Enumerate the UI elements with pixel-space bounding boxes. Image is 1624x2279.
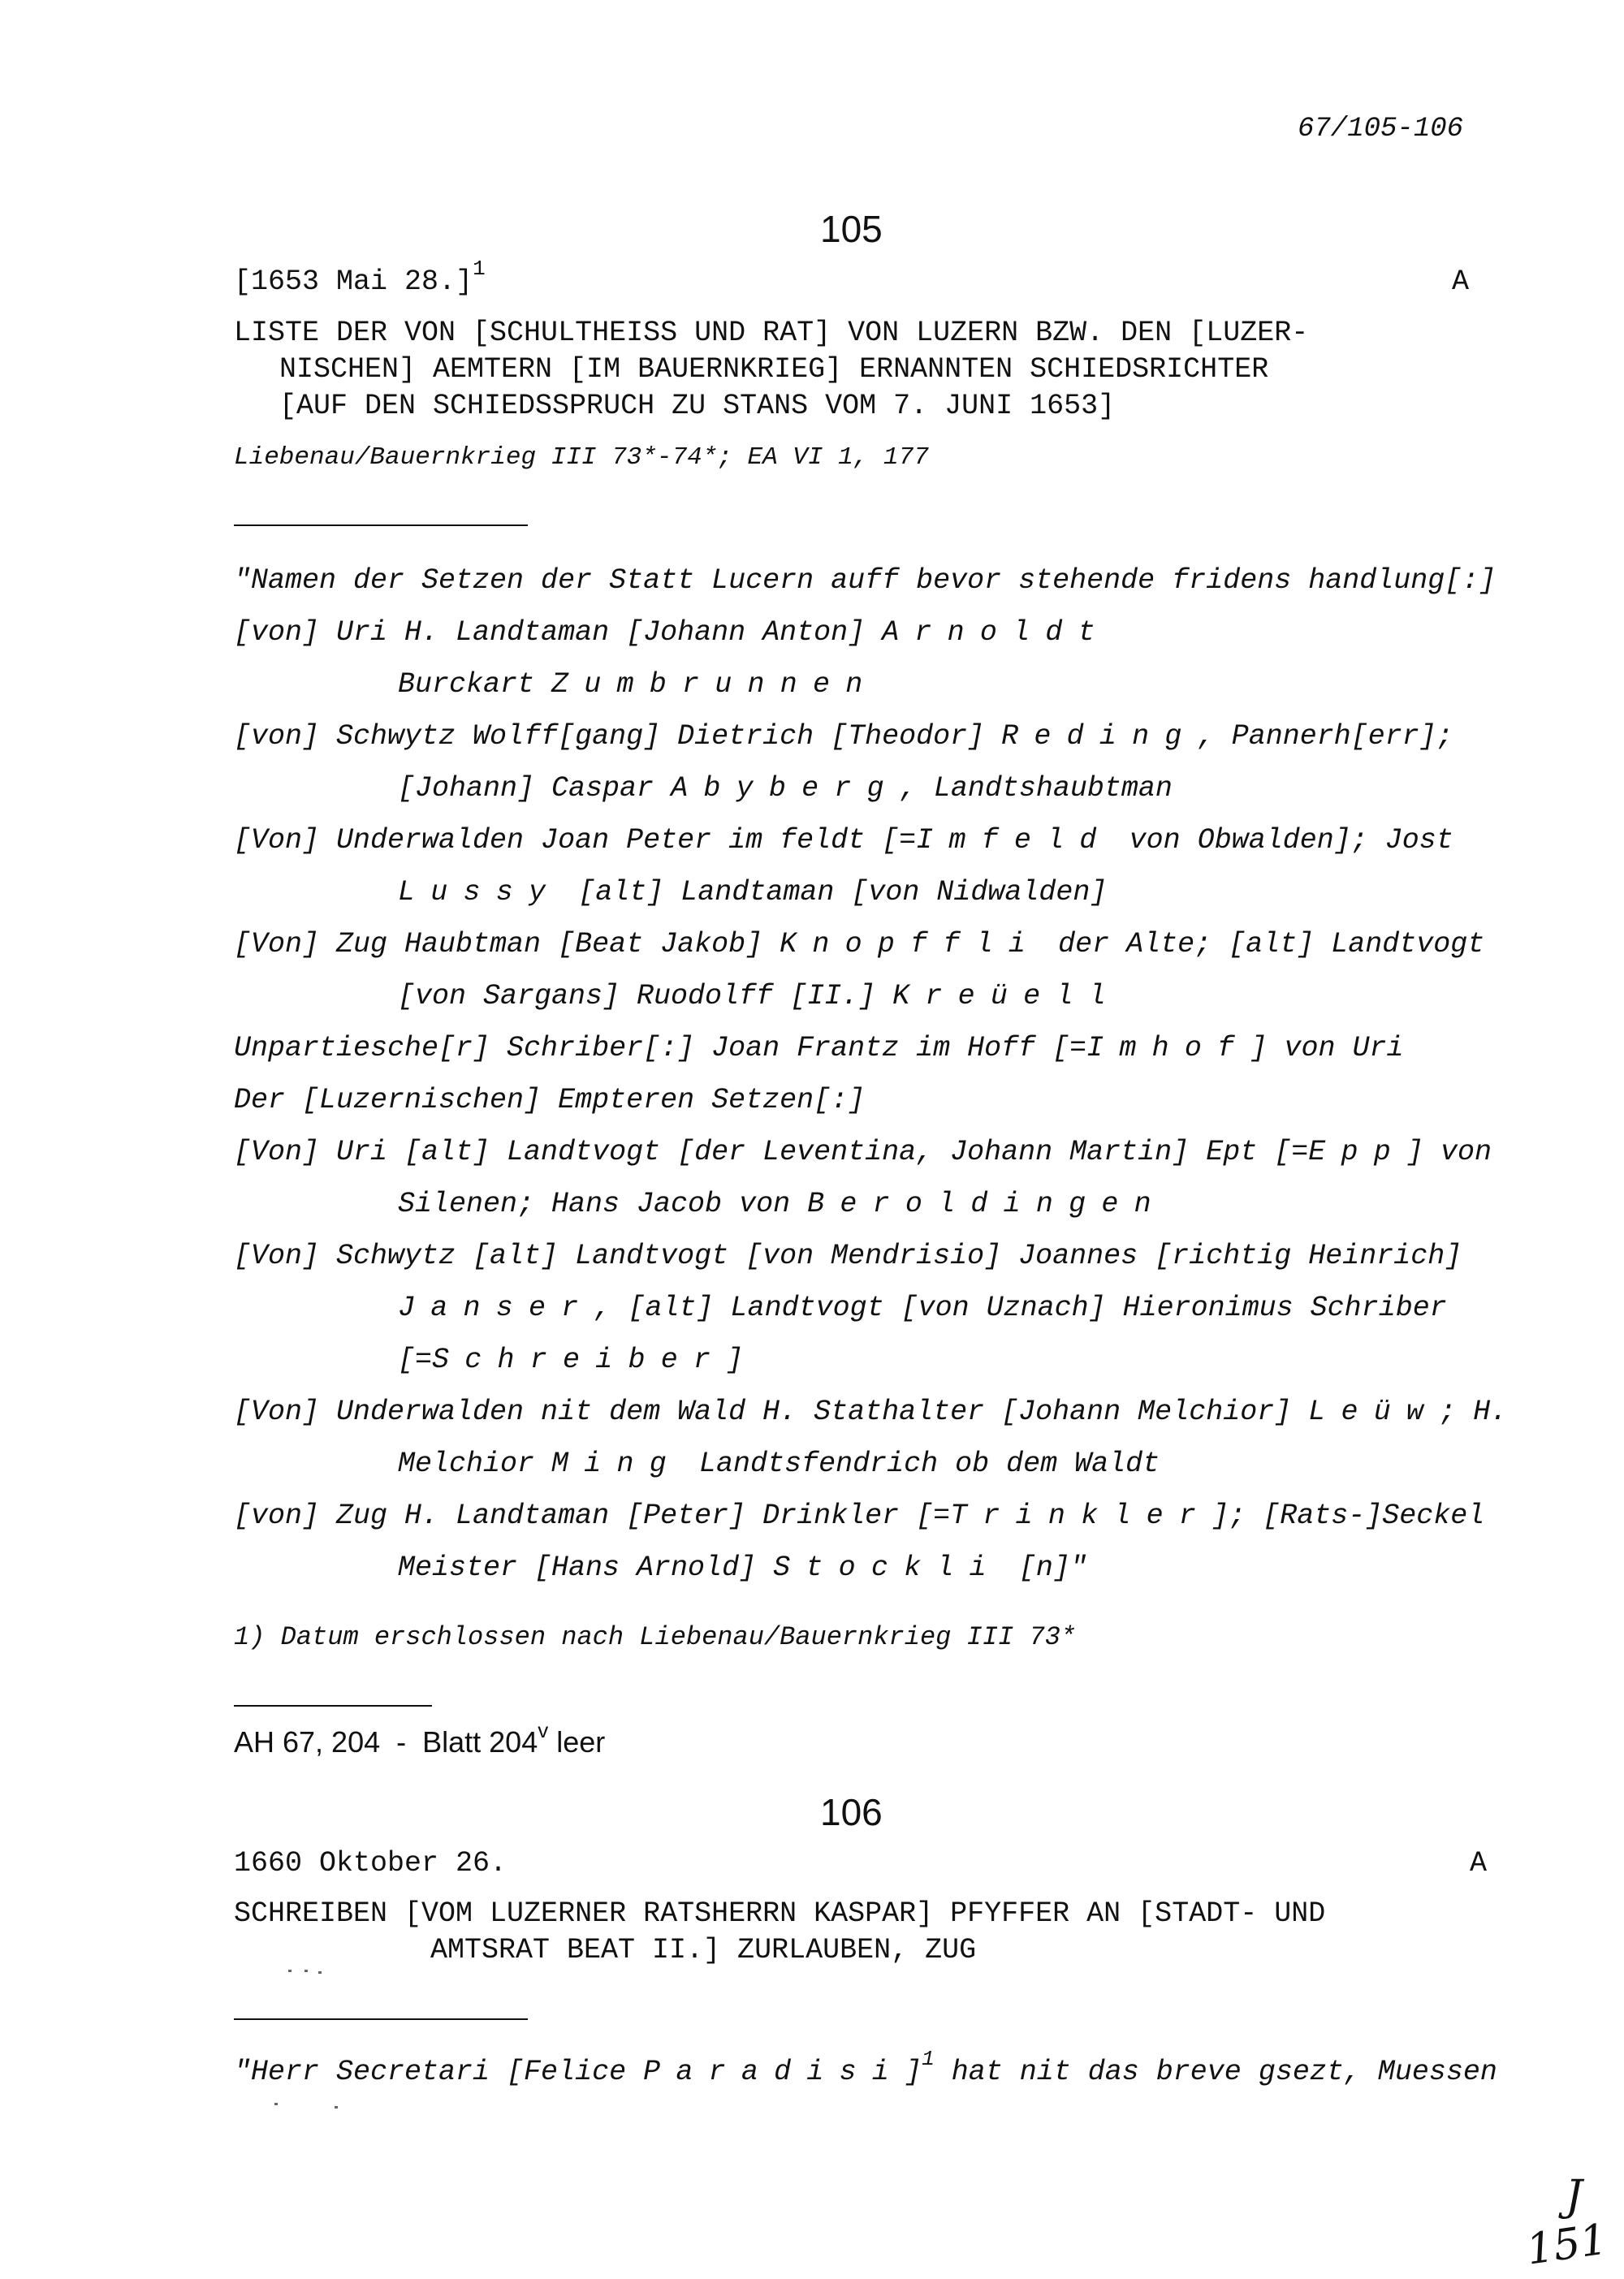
class-letter-106: A [1470,1847,1488,1880]
spaced-name: Reding [1001,720,1198,753]
text-line [398,1552,1087,1584]
spaced-name: Arnoldt [882,616,1111,649]
text-line [234,928,1484,960]
text-pre: "Namen der Setzen der Statt Lucern auff bevor stehende fridens handlung[:] [234,564,1497,597]
spaced-name: Leüw [1308,1396,1440,1428]
text-pre: Der [Luzernischen] Empteren Setzen[:] [234,1084,866,1116]
text-pre: [von] Zug H. Landtaman [Peter] Drinkler [= [234,1500,951,1532]
spaced-name: Zumbrunnen [551,668,879,701]
text-line [398,1344,743,1376]
archive-verso-marker: v [538,1718,549,1742]
class-letter-105: A [1452,265,1470,298]
document-date-106: 1660 Oktober 26. [234,1847,508,1880]
title-line-1: LISTE DER VON [SCHULTHEISS UND RAT] VON LUZERN BZW. DEN [LUZER- [234,317,1309,349]
footnote-marker: 1 [922,2047,935,2071]
text-line [234,564,1496,597]
spaced-name: Lussy [398,876,562,909]
text-post: [alt] Landtaman [von Nidwalden] [561,876,1108,909]
spaced-name: Schreiber [432,1344,727,1376]
text-pre: [Von] Zug Haubtman [Beat Jakob] [234,928,780,960]
text-post: Landtsfendrich ob dem Waldt [682,1448,1160,1480]
scan-speck [288,1970,292,1972]
spaced-name: Imfeld [916,824,1112,857]
document-date-105 [234,257,486,298]
spaced-name: Ming [551,1448,683,1480]
text-post: ] von [1406,1136,1492,1168]
text-line [398,876,1107,909]
page-reference: 67/105-106 [1298,114,1464,145]
text-line [398,1292,1447,1324]
text-post: ] von Uri [1250,1032,1404,1064]
text-post: der Alte; [alt] Landtvogt [1041,928,1485,960]
separator-rule [234,524,528,526]
text-pre: [Von] Underwalden nit dem Wald H. Stathalter [Johann Melchior] [234,1396,1309,1428]
spaced-name: Janser [398,1292,594,1324]
text-line [398,980,1121,1012]
spaced-name: Kreüell [892,980,1121,1012]
handwritten-check-mark: J [1566,2172,1583,2221]
text-line [398,1188,1167,1220]
text-pre: Unpartiesche[r] Schriber[:] Joan Frantz im Hoff [= [234,1032,1087,1064]
text-pre: [Johann] Caspar [398,772,672,805]
text-pre: [von Sargans] Ruodolff [II.] [398,980,893,1012]
text-pre: Silenen; Hans Jacob von [398,1188,808,1220]
footnote: 1) Datum erschlossen nach Liebenau/Bauernkrieg III 73* [234,1622,1076,1652]
title-line-2: AMTSRAT BEAT II.] ZURLAUBEN, ZUG [430,1934,977,1966]
text-post: , [alt] Landtvogt [von Uznach] Hieronimus Schriber [594,1292,1447,1324]
text-pre: [= [398,1344,433,1376]
text-post: von Obwalden]; Jost [1112,824,1453,857]
text-line [234,1396,1507,1428]
text-line [234,824,1453,857]
spaced-name: Paradisi [643,2056,905,2088]
text-line-106 [234,2047,1497,2088]
text-line [398,668,879,701]
scan-speck [274,2103,278,2105]
separator-rule [234,1705,432,1707]
date-footnote-marker: 1 [473,257,486,281]
text-pre: [Von] Schwytz [alt] Landtvogt [von Mendrisio] Joannes [richtig Heinrich] [234,1240,1462,1272]
text-pre: "Herr Secretari [Felice [234,2056,644,2088]
handwritten-folio-number: 151 [1523,2215,1610,2275]
text-line [234,720,1453,753]
text-line [234,616,1111,649]
spaced-name: Abyberg [671,772,900,805]
text-post: [n]" [1001,1552,1087,1584]
scan-speck [318,1971,322,1974]
spaced-name: Stockli [773,1552,1002,1584]
text-pre: [von] Schwytz Wolff[gang] Dietrich [Theodor] [234,720,1002,753]
spaced-name: Imhof [1086,1032,1250,1064]
scan-speck [304,1970,308,1972]
spaced-name: Knopffli [780,928,1042,960]
text-pre: Burckart [398,668,552,701]
text-line [398,772,1173,805]
spaced-name: Beroldingen [807,1188,1167,1220]
text-pre: Melchior [398,1448,552,1480]
text-pre: [von] Uri H. Landtaman [Johann Anton] [234,616,883,649]
spaced-name: Epp [1308,1136,1406,1168]
date-text: [1653 Mai 28.] [234,265,473,298]
archive-ref-text: AH 67, 204 - Blatt 204 [234,1725,538,1759]
title-line-3: [AUF DEN SCHIEDSSPRUCH ZU STANS VOM 7. JUNI 1653] [279,390,1116,422]
text-pre: Meister [Hans Arnold] [398,1552,774,1584]
separator-rule [234,2018,528,2020]
text-pre: [Von] Uri [alt] Landtvogt [der Leventina, Johann Martin] Ept [= [234,1136,1309,1168]
document-number-106: 106 [820,1791,883,1833]
source-reference: Liebenau/Bauernkrieg III 73*-74*; EA VI 1, 177 [234,443,929,472]
text-line [234,1240,1462,1272]
text-line [234,1032,1403,1064]
spaced-name: Trinkler [950,1500,1212,1532]
title-line-1: SCHREIBEN [VOM LUZERNER RATSHERRN KASPAR] PFYFFER AN [STADT- UND [234,1897,1326,1930]
text-post: ] [726,1344,744,1376]
text-post: ]; [Rats-]Seckel [1212,1500,1485,1532]
text-line [234,1136,1492,1168]
archive-ref-suffix: leer [548,1725,606,1759]
text-post: , Landtshaubtman [899,772,1173,805]
archive-reference [234,1718,606,1759]
text-post: ] [905,2056,922,2088]
scan-speck [335,2106,338,2109]
text-line [234,1500,1484,1532]
document-number-105: 105 [820,208,883,250]
text-pre: [Von] Underwalden Joan Peter im feldt [= [234,824,917,857]
title-line-2: NISCHEN] AEMTERN [IM BAUERNKRIEG] ERNANNTEN SCHIEDSRICHTER [279,353,1269,386]
text-post: ; H. [1439,1396,1508,1428]
text-line [398,1448,1160,1480]
text-post: , Pannerh[err]; [1197,720,1453,753]
text-tail: hat nit das breve gsezt, Muessen [934,2056,1497,2088]
text-line [234,1084,865,1116]
